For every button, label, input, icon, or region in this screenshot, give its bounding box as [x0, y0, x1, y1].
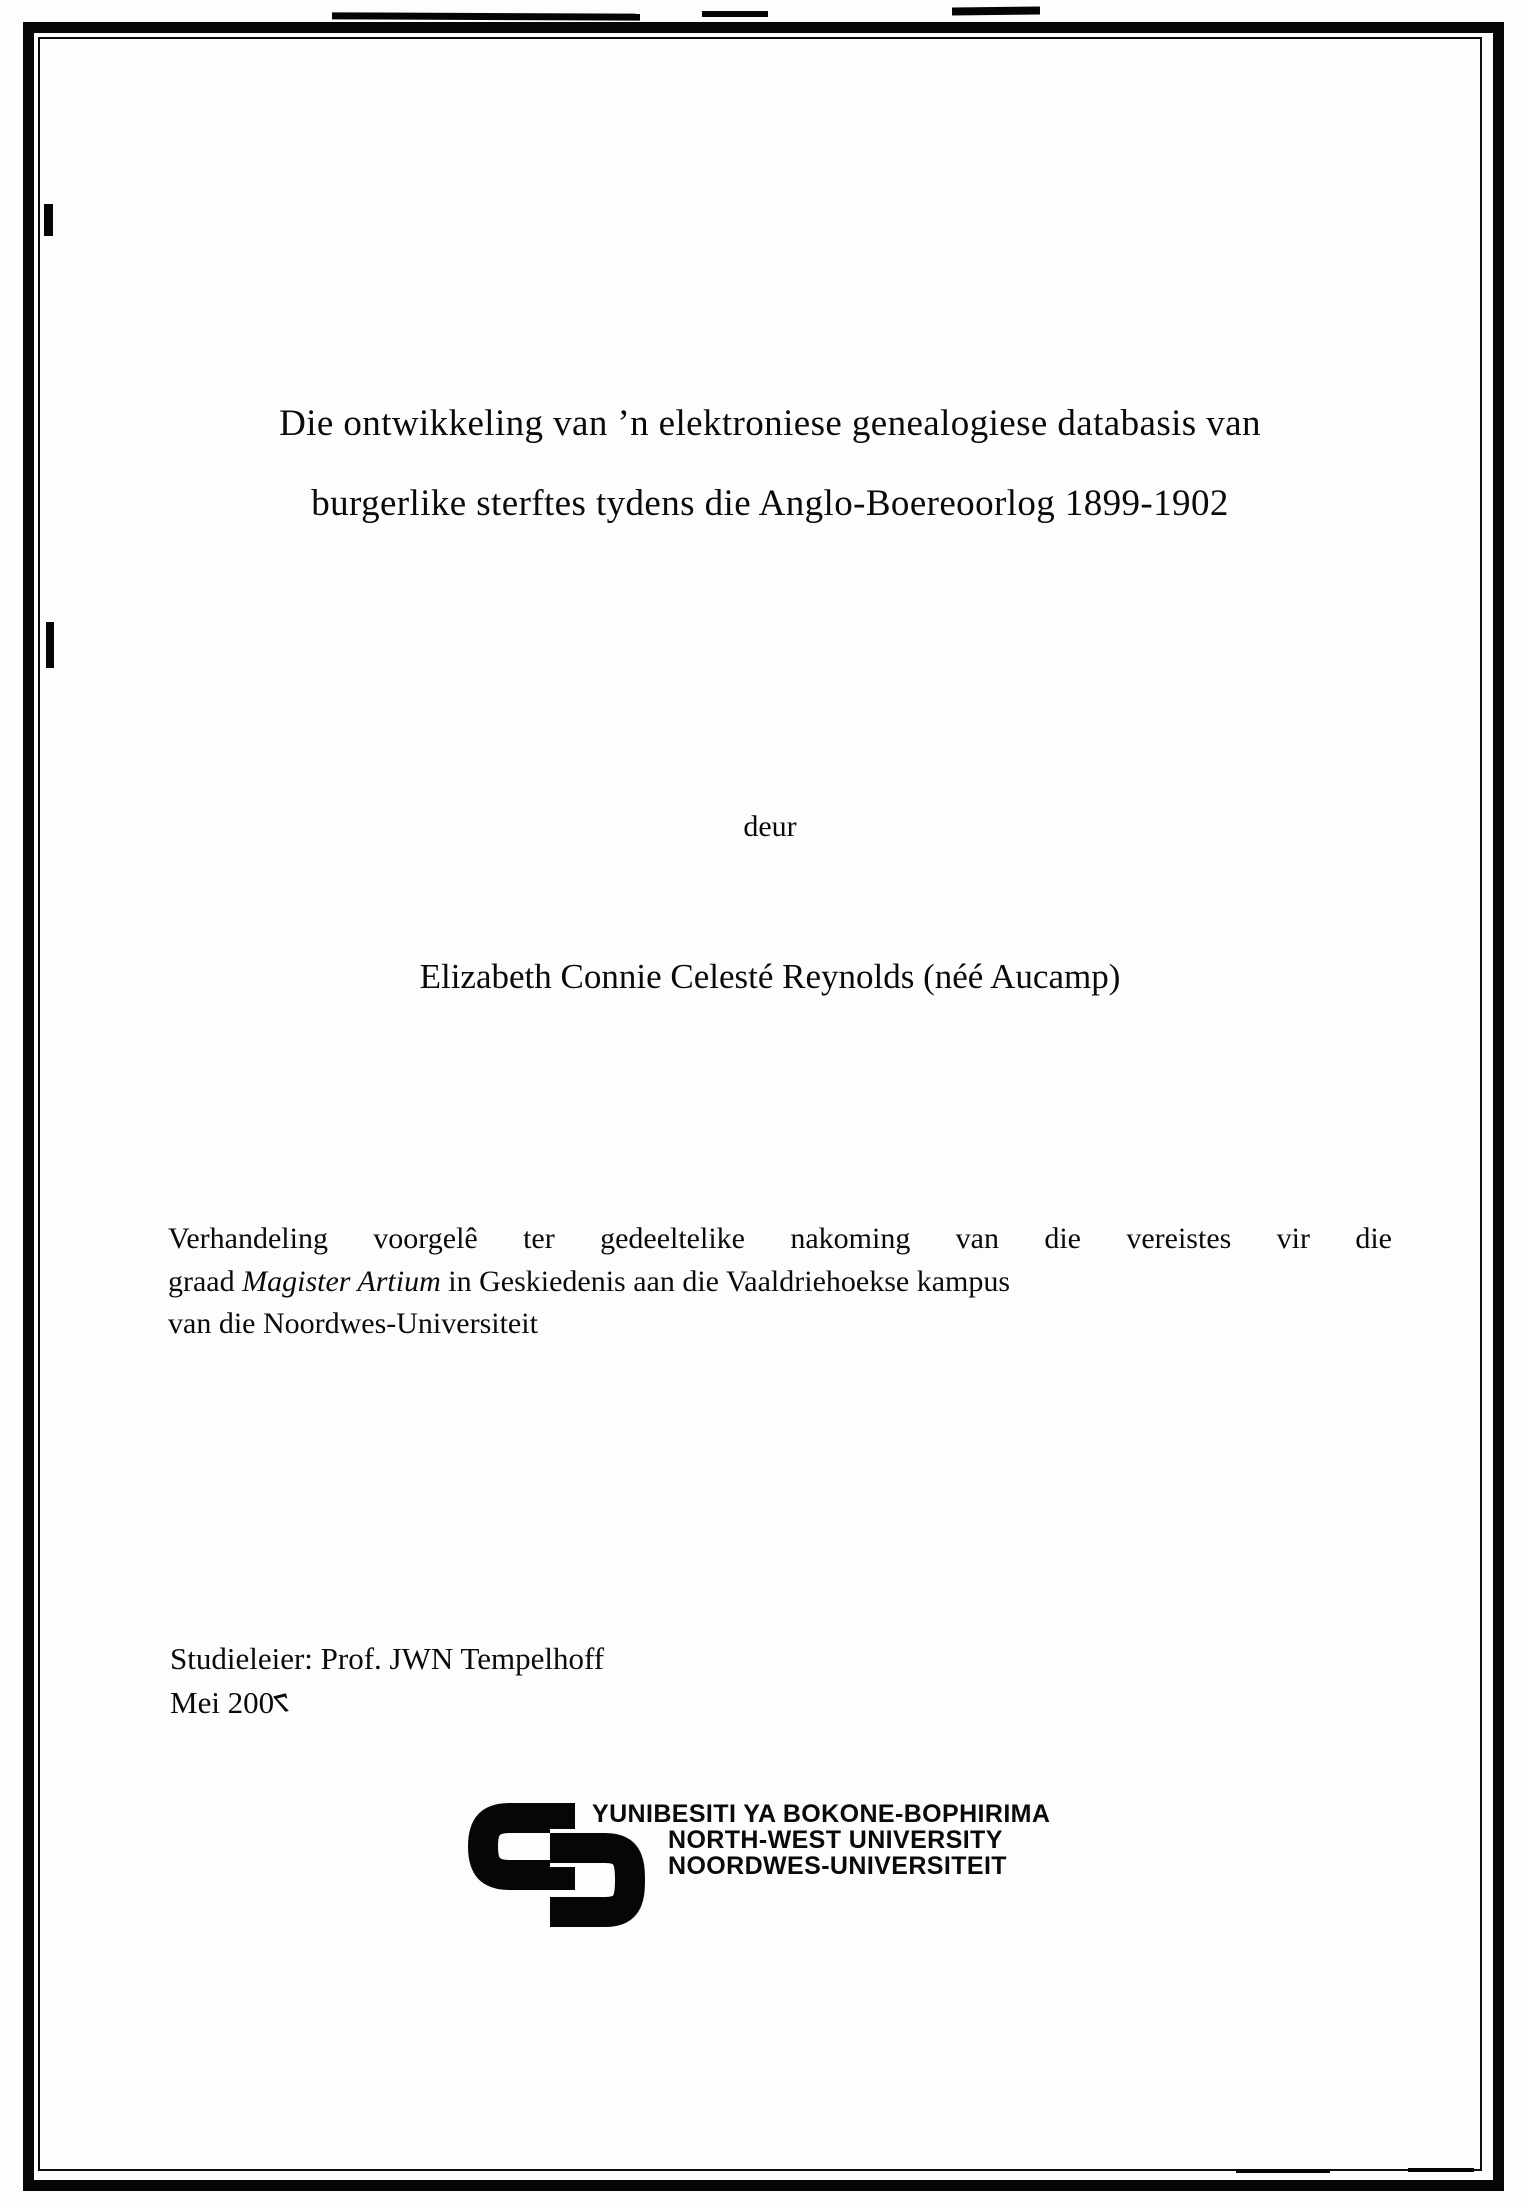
degree-statement-line3: van die Noordwes-Universiteit [168, 1307, 538, 1340]
byline-deur: deur [743, 810, 797, 843]
scan-artifact [1408, 2168, 1474, 2172]
scan-artifact [1236, 2169, 1330, 2173]
university-logo [468, 1797, 1088, 1937]
supervisor-line: Studieleier: Prof. JWN Tempelhoff [170, 1641, 605, 1676]
scan-artifact [952, 7, 1040, 16]
thesis-title-line1: Die ontwikkeling van ’n elektroniese genealogiese databasis van [279, 403, 1261, 444]
supervisor-block [170, 1637, 604, 1725]
date-line [170, 1681, 604, 1725]
date-prefix: Mei 200 [170, 1685, 275, 1720]
scan-artifact [44, 204, 53, 236]
degree-statement-line2-suffix: in Geskiedenis aan die Vaaldriehoekse kampus [440, 1264, 1011, 1298]
thesis-title-line2: burgerlike sterftes tydens die Anglo-Boereoorlog 1899-1902 [311, 483, 1229, 524]
degree-statement [168, 1218, 1392, 1346]
logo-text-english: NORTH-WEST UNIVERSITY [668, 1826, 1003, 1854]
degree-statement-degree-name: Magister Artium [242, 1264, 441, 1298]
degree-statement-line2-prefix: graad [168, 1264, 243, 1298]
degree-statement-line1: Verhandeling voorgelê ter gedeeltelike nakoming van die vereistes vir die [168, 1222, 1392, 1255]
author-name: Elizabeth Connie Celesté Reynolds (néé Aucamp) [419, 957, 1121, 996]
logo-text-afrikaans: NOORDWES-UNIVERSITEIT [668, 1852, 1007, 1880]
logo-text-setswana: YUNIBESITI YA BOKONE-BOPHIRIMA [592, 1800, 1051, 1828]
scan-artifact [702, 11, 768, 17]
degree-statement-line2 [168, 1261, 1392, 1304]
date-seven-glyph: 7 [271, 1686, 294, 1720]
scan-artifact [332, 12, 640, 20]
scan-artifact [46, 622, 54, 668]
